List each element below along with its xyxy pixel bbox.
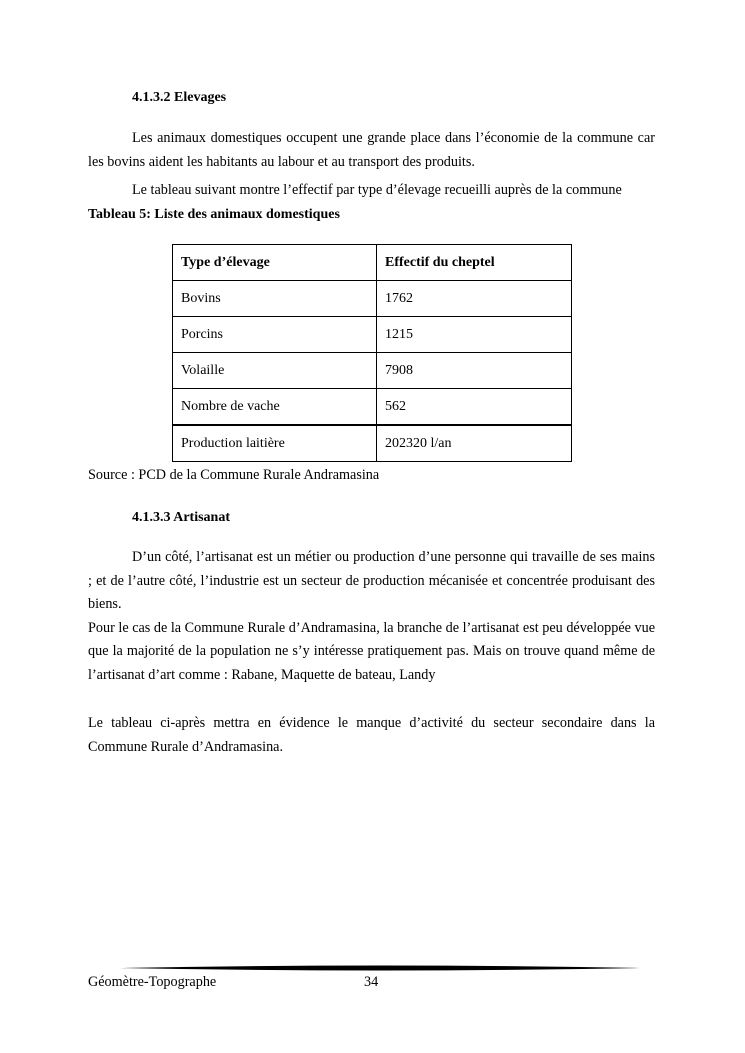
table-cell: 562 <box>377 389 572 426</box>
paragraph-text: Le tableau ci-après mettra en évidence le manque d’activité du secteur secondaire dans la Commune Rurale d’Andramasina. <box>88 715 655 755</box>
paragraph-table-intro: Le tableau suivant montre l’effectif par type d’élevage recueilli auprès de la commune <box>132 182 622 198</box>
table-row <box>173 353 572 389</box>
livestock-table <box>172 244 572 462</box>
table-row <box>173 317 572 353</box>
table-cell: Nombre de vache <box>173 389 377 426</box>
paragraph-secteur <box>88 712 655 759</box>
paragraph-elevages-intro <box>88 127 655 174</box>
table-cell: Porcins <box>173 317 377 353</box>
table-caption: Tableau 5: Liste des animaux domestiques <box>88 207 340 222</box>
page-number: 34 <box>364 974 379 990</box>
paragraph-text: Pour le cas de la Commune Rurale d’Andramasina, la branche de l’artisanat est peu développée vue que la majorité de la population ne s’y intéresse pratiquement pas. Mais on trouve quand même de l’artisanat d’art comme : Rabane, Maquette de bateau, Landy <box>88 619 655 683</box>
table-cell: 202320 l/an <box>377 425 572 462</box>
table-cell: Volaille <box>173 353 377 389</box>
table-cell: 1215 <box>377 317 572 353</box>
footer-divider <box>120 964 640 972</box>
table-cell: 7908 <box>377 353 572 389</box>
section-heading-artisanat: 4.1.3.3 Artisanat <box>132 510 230 525</box>
column-header: Effectif du cheptel <box>377 245 572 281</box>
table-row <box>173 389 572 426</box>
table-cell: Bovins <box>173 281 377 317</box>
table-row <box>173 425 572 462</box>
paragraph-artisanat <box>88 546 655 687</box>
table-header-row <box>173 245 572 281</box>
footer-title: Géomètre-Topographe <box>88 974 217 990</box>
table-source: Source : PCD de la Commune Rurale Andramasina <box>88 467 380 483</box>
table-row <box>173 281 572 317</box>
column-header: Type d’élevage <box>173 245 377 281</box>
table-cell: Production laitière <box>173 425 377 462</box>
section-heading-elevages: 4.1.3.2 Elevages <box>132 90 227 105</box>
table-cell: 1762 <box>377 281 572 317</box>
paragraph-text: Les animaux domestiques occupent une grande place dans l’économie de la commune car les bovins aident les habitants au labour et au transport des produits. <box>88 130 655 170</box>
paragraph-text: D’un côté, l’artisanat est un métier ou production d’une personne qui travaille de ses mains ; et de l’autre côté, l’industrie est un secteur de production mécanisée et concentrée produisant des biens. <box>88 549 655 612</box>
